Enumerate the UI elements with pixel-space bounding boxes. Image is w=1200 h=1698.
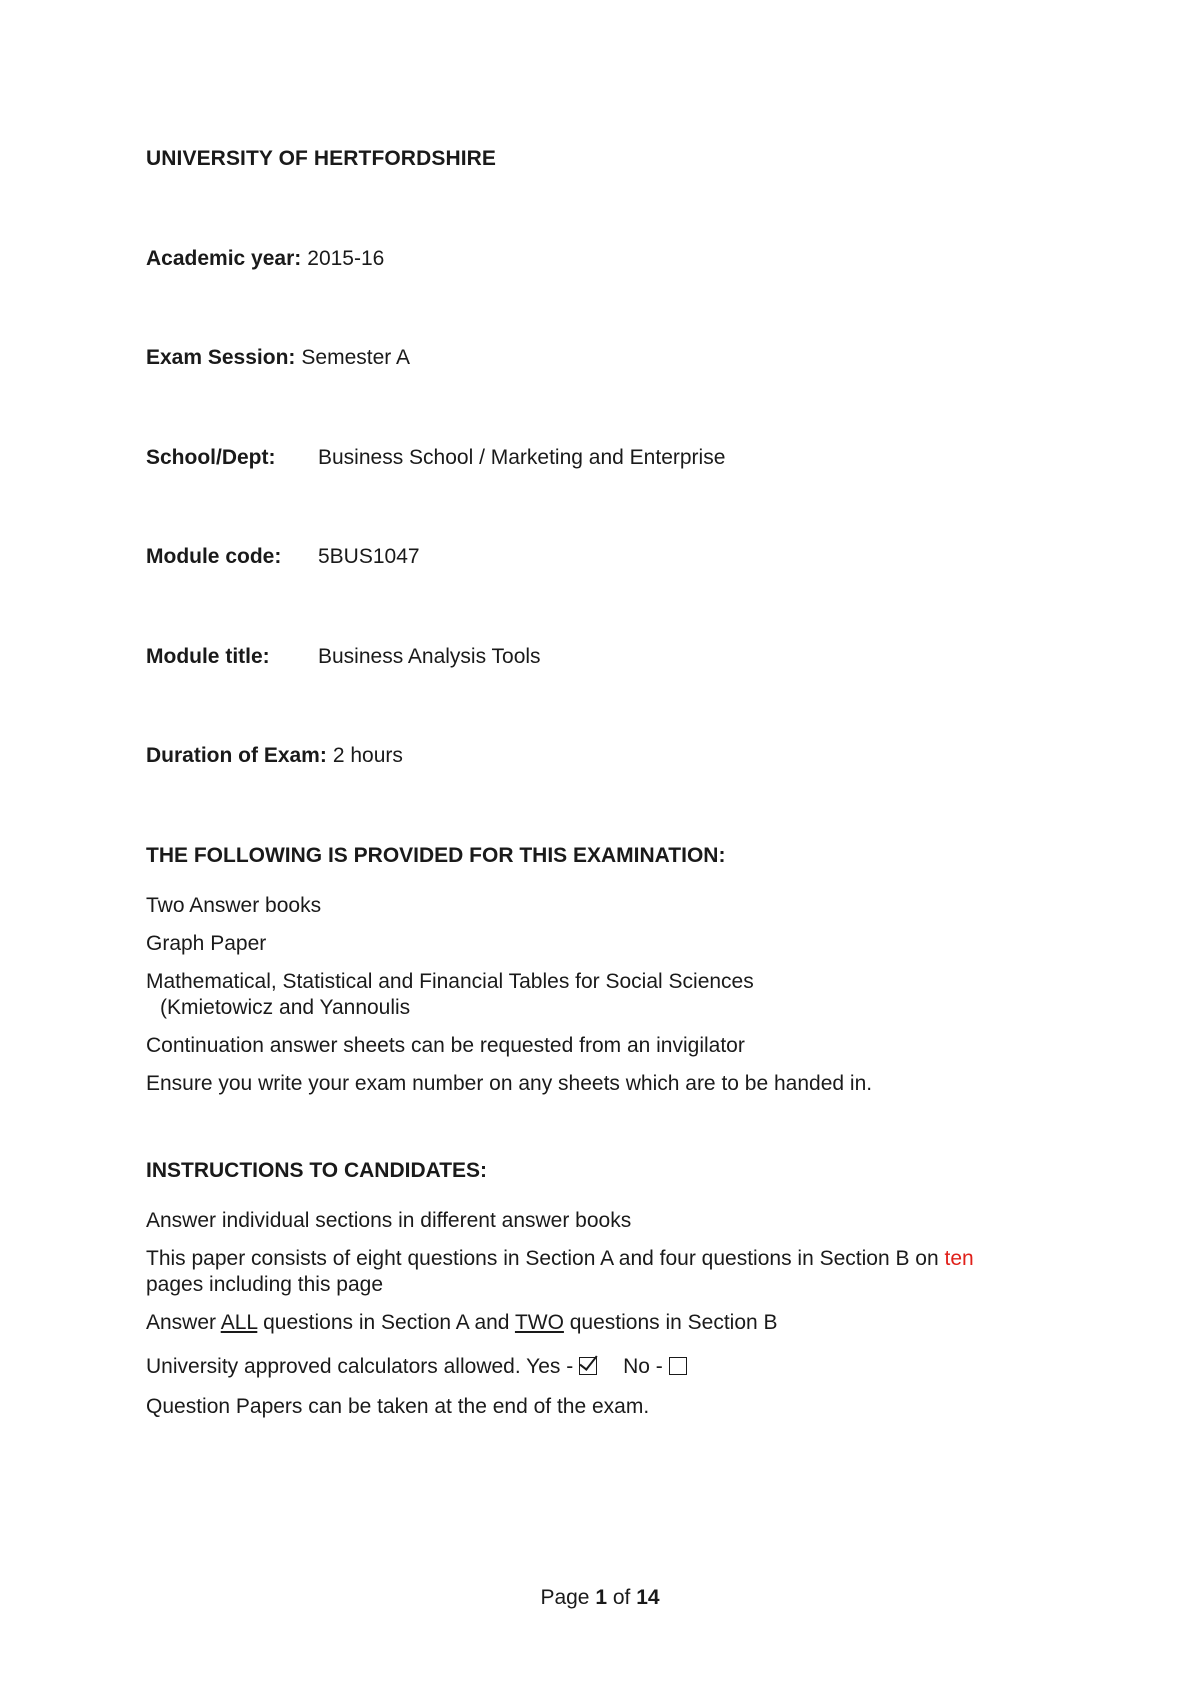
instructions-heading: INSTRUCTIONS TO CANDIDATES: [146, 1159, 488, 1182]
page-footer [0, 1586, 1200, 1610]
duration-label: Duration of Exam: [146, 744, 327, 767]
provided-item: Graph Paper [146, 932, 267, 955]
page-word: Page [540, 1586, 596, 1609]
exam-session-value: Semester A [301, 346, 410, 369]
exam-session-label: Exam Session: [146, 346, 296, 369]
module-title-row [146, 645, 541, 669]
instruction-text: Answer [146, 1311, 221, 1334]
instruction-line: pages including this page [146, 1273, 384, 1296]
module-code-row [146, 545, 420, 569]
module-title-label: Module title: [146, 645, 270, 668]
provided-item: Two Answer books [146, 894, 322, 917]
provided-item: (Kmietowicz and Yannoulis [160, 996, 411, 1019]
instruction-line: Question Papers can be taken at the end of the exam. [146, 1395, 650, 1418]
academic-year-row [146, 247, 384, 271]
academic-year-value: 2015-16 [307, 247, 385, 270]
academic-year-label: Academic year: [146, 247, 302, 270]
provided-item: Continuation answer sheets can be requested from an invigilator [146, 1034, 745, 1057]
instruction-line: Answer individual sections in different answer books [146, 1209, 632, 1232]
duration-row [146, 744, 403, 768]
school-dept-value: Business School / Marketing and Enterprise [318, 446, 726, 469]
instruction-text: questions in Section A and [257, 1311, 515, 1334]
module-title-value: Business Analysis Tools [318, 645, 541, 668]
two-underlined: TWO [514, 1311, 564, 1334]
provided-heading: THE FOLLOWING IS PROVIDED FOR THIS EXAMINATION: [146, 844, 726, 867]
school-dept-row [146, 446, 726, 470]
module-code-value: 5BUS1047 [318, 545, 420, 568]
module-code-label: Module code: [146, 545, 282, 568]
school-dept-label: School/Dept: [146, 446, 276, 469]
duration-value: 2 hours [332, 744, 403, 767]
calculator-line [146, 1354, 687, 1380]
instruction-text: questions in Section B [563, 1311, 778, 1334]
university-title: UNIVERSITY OF HERTFORDSHIRE [146, 147, 497, 170]
all-underlined: ALL [220, 1311, 258, 1334]
provided-item: Ensure you write your exam number on any sheets which are to be handed in. [146, 1072, 873, 1095]
current-page-number: 1 [595, 1586, 608, 1609]
page-count-highlight: ten [944, 1247, 974, 1270]
provided-item: Mathematical, Statistical and Financial Tables for Social Sciences [146, 970, 754, 993]
instruction-text: This paper consists of eight questions in Section A and four questions in Section B on [146, 1247, 945, 1270]
calculator-yes-checkbox [579, 1357, 597, 1375]
calculator-text: University approved calculators allowed. Yes - [146, 1355, 580, 1378]
calculator-no-checkbox [669, 1357, 687, 1375]
total-page-count: 14 [636, 1586, 660, 1609]
exam-session-row [146, 346, 410, 370]
instruction-line [146, 1246, 974, 1272]
of-word: of [607, 1586, 637, 1609]
instruction-line [146, 1310, 778, 1336]
calculator-no-text: No - [623, 1355, 669, 1378]
